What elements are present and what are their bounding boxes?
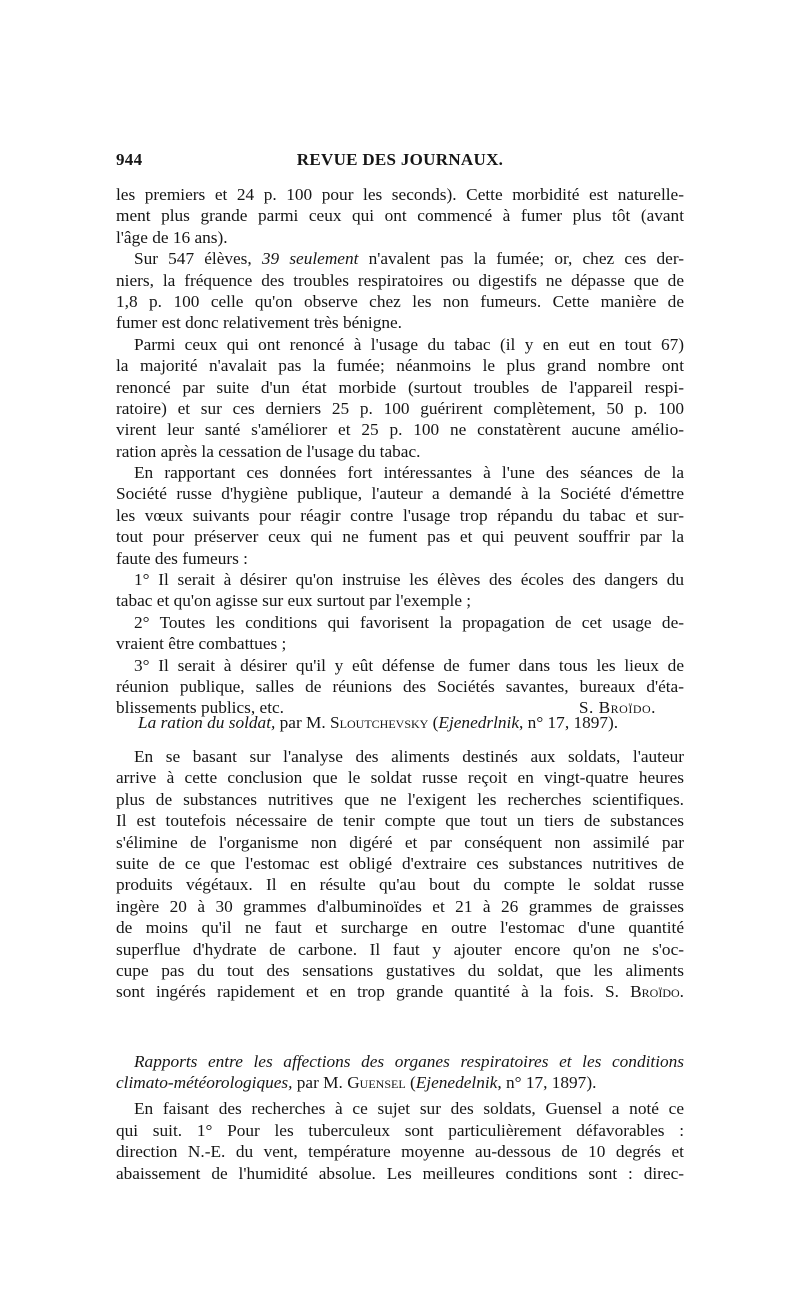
text-line: niers, la fréquence des troubles respiratoires ou digestifs ne dépasse que de: [116, 270, 684, 290]
text-line: s'élimine de l'organisme non digéré et par conséquent non assimilé par: [116, 832, 684, 852]
article-author: Guensel: [347, 1073, 406, 1093]
text-run: , n° 17, 1897).: [519, 713, 619, 732]
text-line: les vœux suivants pour réagir contre l'usage trop répandu du tabac et sur-: [116, 505, 684, 525]
section-respiratory-climate: [116, 1098, 684, 1184]
text-line: direction N.-E. du vent, température moyenne au-dessous de 10 degrés et: [116, 1142, 684, 1162]
text-line: tout pour préserver ceux qui ne fument pas et qui peuvent souffrir par la: [116, 527, 684, 547]
article-heading: [138, 712, 684, 733]
text-line: l'âge de 16 ans).: [116, 227, 228, 247]
text-line: En faisant des recherches à ce sujet sur des soldats, Guensel a noté ce: [134, 1099, 684, 1118]
article-heading: [116, 1051, 684, 1094]
article-title: climato-météorologiques,: [116, 1073, 293, 1093]
article-title: Rapports entre les affections des organes respiratoires et les conditions: [134, 1052, 684, 1071]
article-author: Sloutchevsky: [330, 713, 429, 732]
author-signature: S. Broïdo.: [605, 982, 684, 1002]
text-line: ration après la cessation de l'usage du tabac.: [116, 441, 421, 461]
text-line: les premiers et 24 p. 100 pour les seconds). Cette morbidité est naturelle-: [116, 185, 684, 204]
text-line: abaissement de l'humidité absolue. Les meilleures conditions sont : direc-: [116, 1163, 684, 1183]
emphasis-text: 39 seulement: [261, 249, 359, 269]
text-line: 1,8 p. 100 celle qu'on observe chez les non fumeurs. Cette manière de: [116, 291, 684, 311]
article-title: La ration du soldat,: [138, 713, 276, 732]
text-run: par M.: [275, 713, 331, 732]
text-line: vraient être combattues ;: [116, 634, 287, 654]
text-line: ment plus grande parmi ceux qui ont commencé à fumer plus tôt (avant: [116, 206, 684, 226]
text-line: 2° Toutes les conditions qui favorisent la propagation de cet usage de-: [134, 612, 684, 632]
running-title: REVUE DES JOURNAUX.: [296, 150, 504, 169]
text-line: 3° Il serait à désirer qu'il y eût défense de fumer dans tous les lieux de: [134, 655, 684, 675]
text-line: réunion publique, salles de réunions des Sociétés savantes, bureaux d'éta-: [116, 676, 684, 696]
text-line: En rapportant ces données fort intéressantes à l'une des séances de la: [134, 463, 684, 483]
text-line: renoncé par suite d'un état morbide (surtout troubles de l'appareil respi-: [116, 377, 684, 397]
text-line: arrive à cette conclusion que le soldat russe reçoit en vingt-quatre heures: [116, 768, 684, 788]
text-line: produits végétaux. Il en résulte qu'au bout du compte le soldat russe: [116, 875, 684, 895]
text-line: la majorité n'avalait pas la fumée; néanmoins le plus grand nombre ont: [116, 356, 684, 376]
text-run: sont ingérés rapidement et en trop grande quantité à la fois.: [116, 982, 606, 1002]
text-line: ratoire) et sur ces derniers 25 p. 100 guérirent complètement, 50 p. 100: [116, 398, 684, 418]
section-soldier-ration: [116, 746, 684, 1003]
text-line: virent leur santé s'améliorer et 25 p. 100 ne constatèrent aucune amélio-: [116, 420, 684, 440]
text-line: qui suit. 1° Pour les tuberculeux sont particulièrement défavorables :: [116, 1120, 684, 1140]
text-run: blissements publics, etc.: [116, 698, 284, 718]
text-line: fumer est donc relativement très bénigne.: [116, 313, 402, 333]
text-line: tabac et qu'on agisse sur eux surtout par l'exemple ;: [116, 591, 472, 611]
heading-line: [116, 1051, 684, 1072]
text-line: 1° Il serait à désirer qu'on instruise les élèves des écoles des dangers du: [134, 570, 684, 590]
text-line: superflue d'hydrate de carbone. Il faut y ajouter encore qu'on ne s'oc-: [116, 939, 684, 959]
text-run: Sur 547 élèves,: [134, 249, 262, 269]
journal-name: Ejenedelnik: [415, 1073, 498, 1093]
text-line: cupe pas du tout des sensations gustatives du soldat, que les aliments: [116, 960, 684, 980]
page-number: 944: [116, 150, 143, 169]
page-header: [116, 150, 684, 176]
heading-line: climato-météorologiques, par M. Guensel (Ejenedelnik, n° 17, 1897).: [116, 1073, 597, 1093]
journal-name: Ejenedrlnik: [438, 713, 520, 732]
text-line: de moins qu'il ne faut et surcharge en outre l'estomac d'une quantité: [116, 918, 684, 938]
text-line: [116, 248, 684, 269]
text-line: Parmi ceux qui ont renoncé à l'usage du tabac (il y en eut en tout 67): [134, 334, 684, 354]
text-run: n'avalent pas la fumée; or, chez ces der-: [358, 249, 685, 269]
text-line: Société russe d'hygiène publique, l'auteur a demandé à la Société d'émettre: [116, 484, 684, 504]
text-run: par M.: [292, 1073, 348, 1093]
text-line: Il est toutefois nécessaire de tenir compte que tout un tiers de substances: [116, 811, 684, 831]
text-line: plus de substances nutritives que ne l'exigent les recherches scientifiques.: [116, 789, 684, 809]
text-line: ingère 20 à 30 grammes d'albuminoïdes et 21 à 26 grammes de graisses: [116, 896, 684, 916]
text-line: suite de ce que l'estomac est obligé d'extraire ces substances nutritives de: [116, 853, 684, 873]
text-run: , n° 17, 1897).: [497, 1073, 597, 1093]
author-signature: S. Broïdo.: [578, 698, 656, 718]
heading-line: La ration du soldat, par M. Sloutchevsky (Ejenedrlnik, n° 17, 1897).: [138, 713, 619, 732]
text-line: faute des fumeurs :: [116, 548, 248, 568]
section-tobacco-continued: [116, 184, 684, 719]
text-line: [116, 981, 684, 1002]
text-line: En se basant sur l'analyse des aliments destinés aux soldats, l'auteur: [134, 747, 684, 766]
